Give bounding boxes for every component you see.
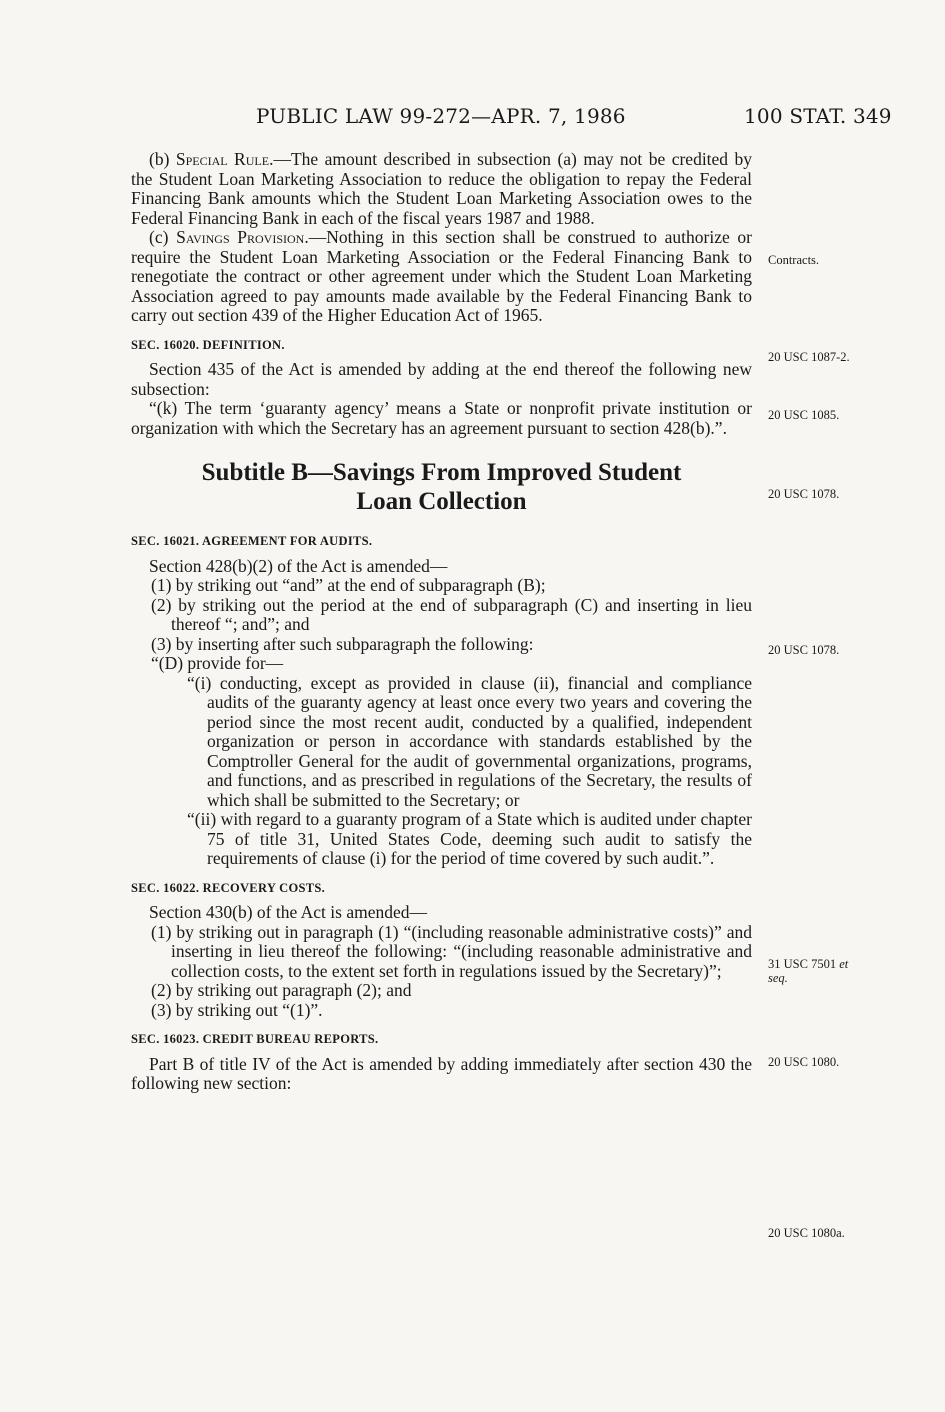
section-16022-item-2: (2) by striking out paragraph (2); and [151,980,412,1000]
running-header-title: PUBLIC LAW 99-272—APR. 7, 1986 [256,104,626,128]
margin-note-20-usc-1085: 20 USC 1085. [768,408,840,422]
savings-provision-heading: Savings Provision [176,227,305,247]
section-16021-clause-i: “(i) conducting, except as provided in clause (ii), financial and compliance audits of the guaranty agency at least once every two years and covering the period since the most recent audit, conducted by a qualified, independent organization or person in accordance with standards established by the Comptroller General for the audit of governmental organizations, programs, and functions, and as prescribed in regulations of the Secretary, the results of which shall be submitted to the Secretary; or [187,672,752,810]
running-header-stat-page: 100 STAT. 349 [744,104,892,128]
section-16023-heading: SEC. 16023. CREDIT BUREAU REPORTS. [131,1032,379,1046]
section-16020-subsection-k: “(k) The term ‘guaranty agency’ means a State or nonprofit private institution or organization with which the Secretary has an agreement pursuant to section 428(b).”. [131,398,752,438]
section-16021-item-3: (3) by inserting after such subparagraph the following: [151,633,534,654]
section-16021-heading: SEC. 16021. AGREEMENT FOR AUDITS. [131,534,373,548]
margin-note-20-usc-1087-2: 20 USC 1087-2. [768,350,850,364]
margin-note-31-usc-7501: 31 USC 7501 et seq. [768,957,849,985]
section-16022-heading: SEC. 16022. RECOVERY COSTS. [131,880,326,895]
section-16022-item-3: (3) by striking out “(1)”. [151,999,323,1020]
section-16022-item-1: (1) by striking out in paragraph (1) “(including reasonable administrative costs)” and inserting in lieu thereof the following: “(including reasonable administrative and collection costs, to the extent set forth in regulations issued by the Secretary)”; [151,921,752,981]
section-16021-clause-ii: “(ii) with regard to a guaranty program of a State which is audited under chapter 75 of title 31, United States Code, deeming such audit to satisfy the requirements of clause (i) for the period of time covered by such audit.”. [187,809,752,868]
section-16023-intro: Part B of title IV of the Act is amended by adding immediately after section 430 the following new section: [131,1053,752,1093]
margin-note-20-usc-1078-second: 20 USC 1078. [768,643,840,657]
section-16022-intro: Section 430(b) of the Act is amended— [149,902,427,922]
section-16021-item-2: (2) by striking out the period at the end of subparagraph (C) and inserting in lieu thereof “; and”; and [151,594,752,634]
margin-note-20-usc-1080: 20 USC 1080. [768,1055,840,1069]
subtitle-b-heading: Subtitle B—Savings From Improved Student Loan Collection [201,459,682,515]
paragraph-c-savings-provision: (c) Savings Provision.—Nothing in this section shall be construed to authorize or require the Student Loan Marketing Association or the Federal Financing Bank to renegotiate the contract or other agreement under which the Student Loan Marketing Association agreed to pay amounts made available by the Federal Financing Bank to carry out section 439 of the Higher Education Act of 1965. [131,227,752,325]
section-16020-heading: SEC. 16020. DEFINITION. [131,337,285,352]
paragraph-b-special-rule: (b) Special Rule.—The amount described in subsection (a) may not be credited by the Student Loan Marketing Association to reduce the obligation to repay the Federal Financing Bank amounts which the Student Loan Marketing Association owes to the Federal Financing Bank in each of the fiscal years 1987 and 1988. [131,149,753,228]
special-rule-heading: Special Rule [175,149,270,169]
section-16021-intro: Section 428(b)(2) of the Act is amended— [149,555,448,576]
body-text [131,150,752,1094]
section-16021-subparagraph-d: “(D) provide for— [151,653,284,673]
section-16020-intro: Section 435 of the Act is amended by adding at the end thereof the following new subsection: [131,359,752,399]
margin-note-contracts: Contracts. [768,253,820,267]
margin-note-20-usc-1078-first: 20 USC 1078. [768,487,840,501]
section-16021-item-1: (1) by striking out “and” at the end of subparagraph (B); [151,575,546,595]
margin-note-20-usc-1080a: 20 USC 1080a. [768,1226,845,1240]
